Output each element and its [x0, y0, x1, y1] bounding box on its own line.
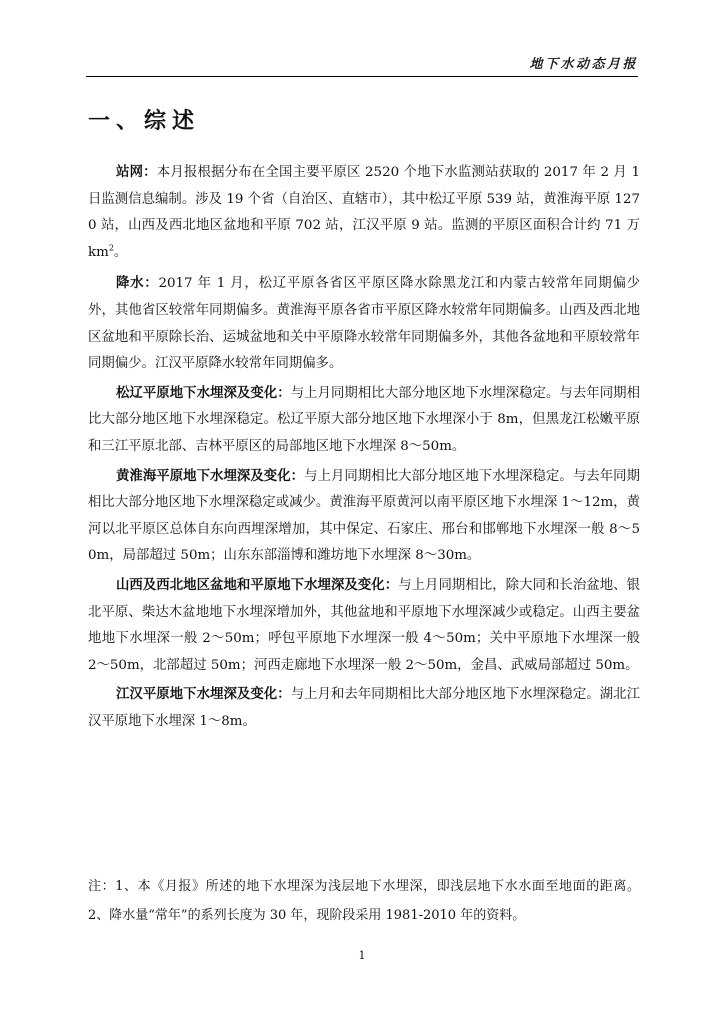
paragraph-jianghan: [88, 682, 640, 735]
superscript: 2: [108, 243, 114, 253]
document-body: [88, 160, 640, 735]
paragraph-songliao: [88, 381, 640, 461]
paragraph-text: 与上月同期相比，除大同和长治盆地、银北平原、柴达木盆地地下水埋深增加外，其他盆地和平原地下水埋深减少或稳定。山西主要盆地地下水埋深一般 2～50m；呼包平原地下水埋深一般 4～50m；关中平原地下水埋深一般 2～50m，北部超过 50m；河西走廊地下水埋深一般 2～50m，金昌、武威局部超过 50m。: [88, 577, 641, 673]
page-number: 1: [358, 949, 366, 962]
header-title: 地下水动态月报: [529, 57, 638, 72]
section-title: 一、综述: [88, 109, 201, 134]
paragraph-shanxi-northwest: [88, 573, 640, 679]
paragraph-label: 降水：: [116, 276, 159, 292]
paragraph-label: 江汉平原地下水埋深及变化：: [116, 687, 291, 703]
paragraph-text: 与上月同期相比大部分地区地下水埋深稳定。与去年同期相比大部分地区地下水埋深稳定。松辽平原大部分地区地下水埋深小于 8m，但黑龙江松嫩平原和三江平原北部、吉林平原区的局部地区地下水埋深 8～50m。: [88, 385, 641, 454]
paragraph-text: 本月报根据分布在全国主要平原区 2520 个地下水监测站获取的 2017 年 2 月 1 日监测信息编制。涉及 19 个省（自治区、直辖市），其中松辽平原 539 站，黄淮海平原 1270 站，山西及西北地区盆地和平原 702 站，江汉平原 9 站。监测的平原区面积合计约 71 万 km: [88, 165, 640, 260]
paragraph-station-network: [88, 160, 640, 266]
paragraph-text-end: 。: [113, 244, 128, 260]
paragraph-huanghuaihai: [88, 464, 640, 570]
page-header: [86, 52, 638, 77]
paragraph-label: 松辽平原地下水埋深及变化：: [116, 385, 291, 401]
paragraph-precipitation: [88, 271, 640, 377]
paragraph-label: 山西及西北地区盆地和平原地下水埋深及变化：: [116, 577, 399, 593]
footnote: 注：1、本《月报》所述的地下水埋深为浅层地下水埋深，即浅层地下水水面至地面的距离。 2、降水量“常年”的系列长度为 30 年，现阶段采用 1981-2010 年的资料。: [88, 879, 640, 923]
paragraph-text: 与上月同期相比大部分地区地下水埋深稳定。与去年同期相比大部分地区地下水埋深稳定或减少。黄淮海平原黄河以南平原区地下水埋深 1～12m，黄河以北平原区总体自东向西埋深增加，其中保定、石家庄、邢台和邯郸地下水埋深一般 8～50m，局部超过 50m；山东东部淄博和潍坊地下水埋深 8～30m。: [88, 468, 641, 564]
paragraph-label: 黄淮海平原地下水埋深及变化：: [116, 468, 305, 484]
paragraph-text: 与上月和去年同期相比大部分地区地下水埋深稳定。湖北江汉平原地下水埋深 1～8m。: [88, 687, 641, 729]
paragraph-text: 2017 年 1 月，松辽平原各省区平原区降水除黑龙江和内蒙古较常年同期偏少外，其他省区较常年同期偏多。黄淮海平原各省市平原区降水较常年同期偏多。山西及西北地区盆地和平原除长治、运城盆地和关中平原降水较常年同期偏多外，其他各盆地和平原较常年同期偏少。江汉平原降水较常年同期偏多。: [88, 276, 640, 372]
paragraph-label: 站网：: [116, 165, 157, 180]
